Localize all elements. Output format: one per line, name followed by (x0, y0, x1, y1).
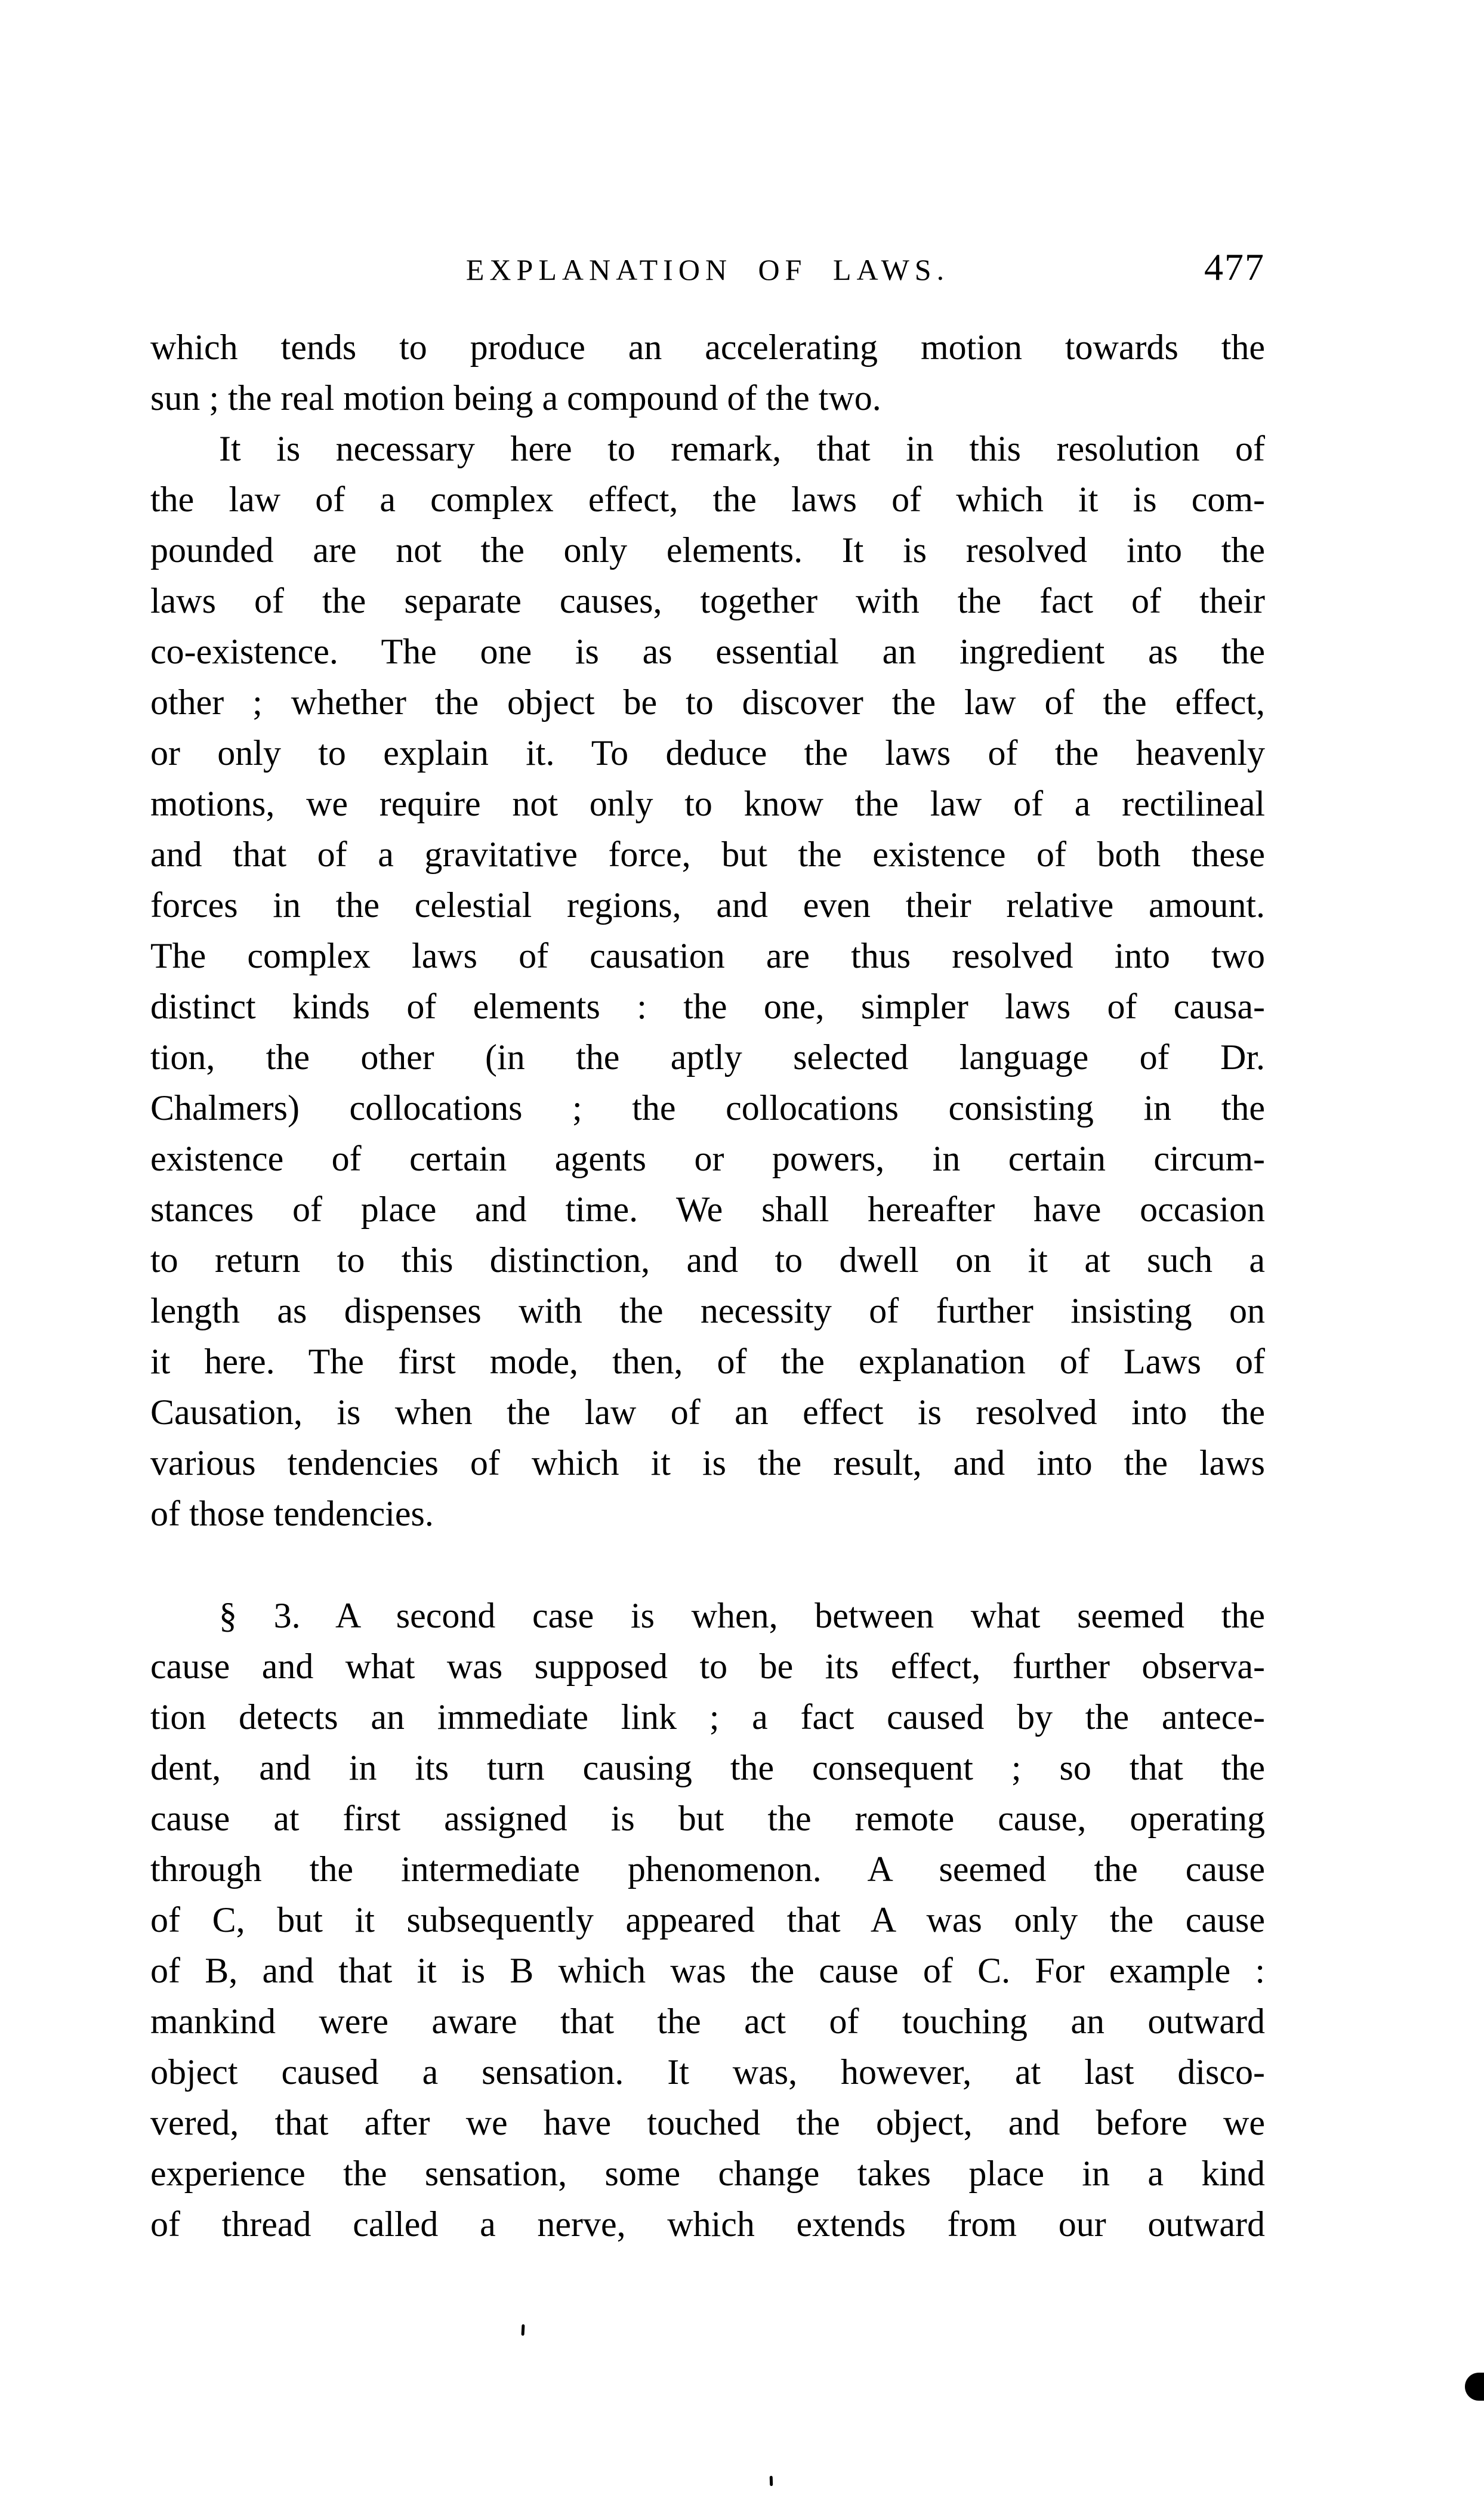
text-line: cause at first assigned is but the remote cause, operating (150, 1799, 1265, 1838)
text-line: of thread called a nerve, which extends from our outward (150, 2204, 1265, 2244)
text-line: Causation, is when the law of an effect is resolved into the (150, 1392, 1265, 1432)
running-title: EXPLANATION OF LAWS. (465, 253, 950, 286)
text-line: experience the sensation, some change takes place in a kind (150, 2154, 1265, 2193)
text-line: distinct kinds of elements : the one, simpler laws of causa- (150, 987, 1265, 1026)
text-line: co-existence. The one is as essential an ingredient as the (150, 632, 1265, 671)
text-line: § 3. A second case is when, between what seemed the (219, 1596, 1265, 1635)
text-line: or only to explain it. To deduce the laws of the heavenly (150, 733, 1265, 773)
text-line: tion detects an immediate link ; a fact caused by the antece- (150, 1697, 1265, 1737)
text-line: pounded are not the only elements. It is resolved into the (150, 530, 1265, 570)
text-line: of B, and that it is B which was the cause of C. For example : (150, 1951, 1265, 1990)
text-line: of C, but it subsequently appeared that A was only the cause (150, 1900, 1265, 1940)
page-header (150, 246, 1265, 289)
text-line: and that of a gravitative force, but the existence of both these (150, 835, 1265, 874)
text-line: length as dispenses with the necessity of further insisting on (150, 1291, 1265, 1330)
text-line: it here. The first mode, then, of the explanation of Laws of (150, 1342, 1265, 1381)
text-line: mankind were aware that the act of touching an outward (150, 2002, 1265, 2041)
text-line: of those tendencies. (150, 1494, 434, 1533)
ink-blot-icon (1465, 2373, 1484, 2401)
text-line: laws of the separate causes, together with the fact of their (150, 581, 1265, 620)
ink-speck-icon (522, 2324, 525, 2336)
text-line: It is necessary here to remark, that in this resolution of (219, 429, 1265, 468)
text-line: sun ; the real motion being a compound of the two. (150, 378, 881, 418)
text-line: other ; whether the object be to discover the law of the effect, (150, 682, 1265, 722)
text-line: motions, we require not only to know the law of a rectilineal (150, 784, 1265, 823)
text-line: stances of place and time. We shall hereafter have occasion (150, 1190, 1265, 1229)
page-body (150, 322, 1265, 2250)
text-line: tion, the other (in the aptly selected language of Dr. (150, 1037, 1265, 1077)
text-line: existence of certain agents or powers, in certain circum- (150, 1139, 1265, 1178)
text-line: through the intermediate phenomenon. A seemed the cause (150, 1849, 1265, 1889)
text-line: object caused a sensation. It was, however, at last disco- (150, 2052, 1265, 2092)
ink-speck-icon (770, 2476, 773, 2486)
text-line: vered, that after we have touched the object, and before we (150, 2103, 1265, 2142)
text-line: dent, and in its turn causing the consequent ; so that the (150, 1748, 1265, 1787)
text-line: to return to this distinction, and to dwell on it at such a (150, 1240, 1265, 1280)
page-number: 477 (1204, 246, 1265, 288)
text-line: the law of a complex effect, the laws of which it is com- (150, 480, 1265, 519)
text-line: various tendencies of which it is the result, and into the laws (150, 1443, 1265, 1483)
text-line: The complex laws of causation are thus resolved into two (150, 936, 1265, 975)
text-line: which tends to produce an accelerating motion towards the (150, 328, 1265, 367)
text-line: cause and what was supposed to be its effect, further observa- (150, 1647, 1265, 1686)
text-line: forces in the celestial regions, and even their relative amount. (150, 885, 1265, 925)
text-line: Chalmers) collocations ; the collocations consisting in the (150, 1088, 1265, 1128)
